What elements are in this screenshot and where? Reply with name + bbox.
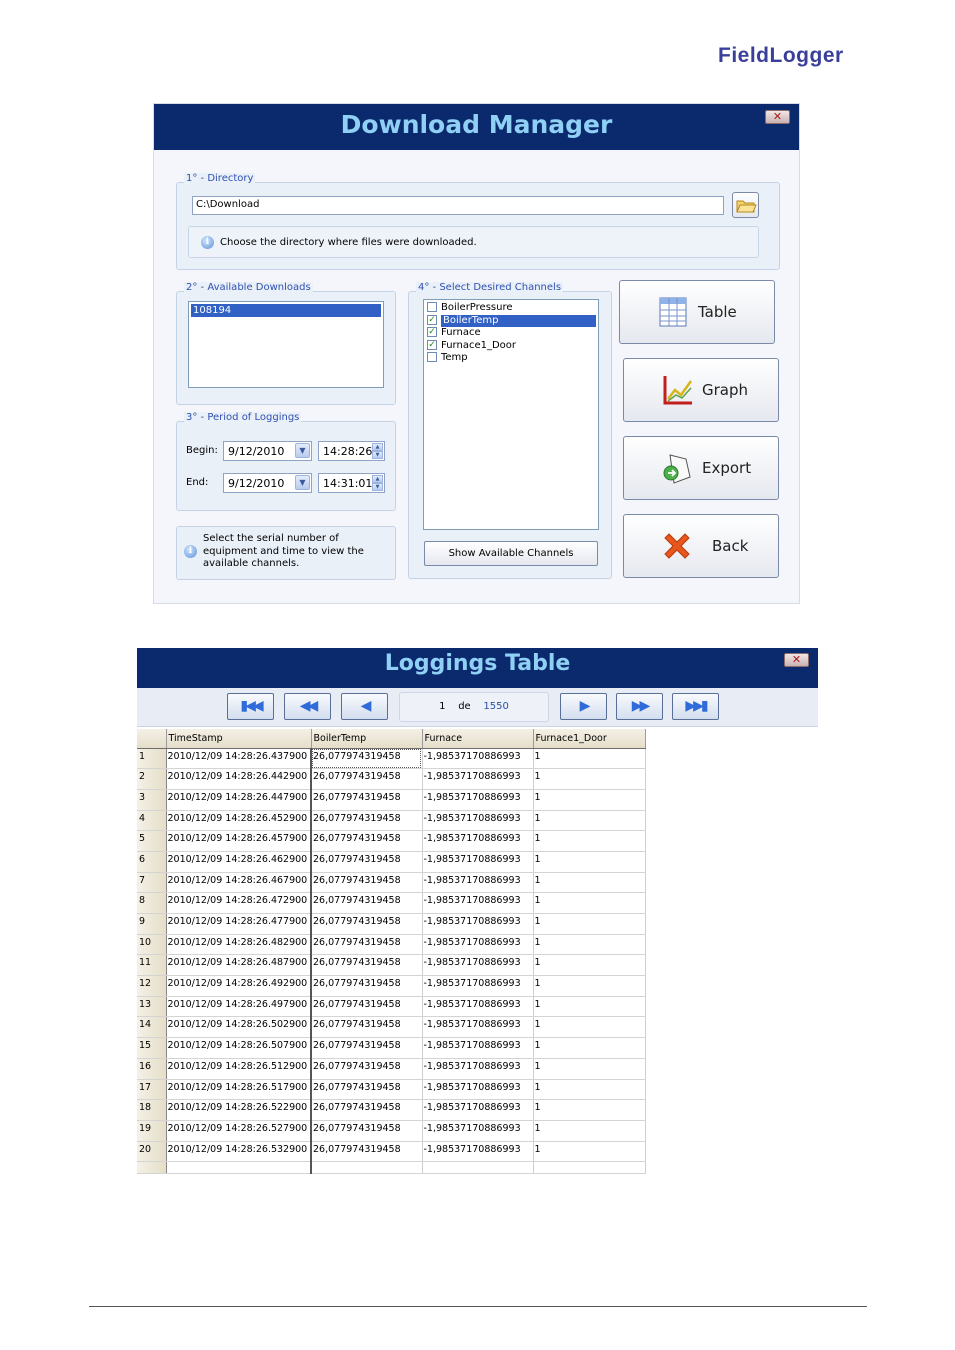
export-icon [660, 451, 694, 485]
channel-item[interactable]: ✓ Furnace [428, 327, 481, 338]
timestamp-cell[interactable] [166, 1162, 311, 1174]
furnace1-door-cell[interactable]: 1 [533, 769, 645, 790]
time-spinner-icon[interactable]: ▲ ▼ [372, 475, 383, 491]
end-time-picker[interactable] [318, 473, 385, 493]
timestamp-cell[interactable]: 2010/12/09 14:28:26.437900 [166, 748, 311, 769]
row-header[interactable]: 9 [137, 914, 166, 935]
row-header[interactable]: 16 [137, 1058, 166, 1079]
row-header[interactable]: 12 [137, 976, 166, 997]
table-row[interactable] [137, 1058, 645, 1079]
back-button-label: Back [712, 537, 749, 555]
furnace1-door-cell[interactable]: 1 [533, 789, 645, 810]
table-row[interactable] [137, 976, 645, 997]
begin-date-value: 9/12/2010 [228, 445, 285, 458]
furnace-cell[interactable]: -1,98537170886993 [422, 1038, 533, 1059]
boilertemp-cell[interactable]: 26,077974319458 [311, 831, 422, 852]
boilertemp-cell[interactable] [311, 1162, 422, 1174]
table-row[interactable] [137, 851, 645, 872]
folder-icon [733, 193, 758, 217]
furnace1-door-cell[interactable]: 1 [533, 914, 645, 935]
directory-info-text: Choose the directory where files were downloaded. [220, 237, 477, 248]
row-header[interactable]: 11 [137, 955, 166, 976]
table-row[interactable] [137, 810, 645, 831]
export-button[interactable] [623, 436, 779, 500]
checkbox[interactable] [427, 302, 437, 312]
window-title: Download Manager [340, 110, 613, 139]
close-x-icon [660, 529, 694, 563]
corner-header [137, 729, 166, 748]
row-header[interactable]: 2 [137, 769, 166, 790]
timestamp-cell[interactable]: 2010/12/09 14:28:26.527900 [166, 1120, 311, 1141]
row-header[interactable]: 1 [137, 748, 166, 769]
chevron-down-icon[interactable]: ▼ [295, 475, 310, 490]
table-row[interactable] [137, 1017, 645, 1038]
info-icon: i [184, 545, 197, 558]
furnace-cell[interactable]: -1,98537170886993 [422, 1058, 533, 1079]
column-header[interactable]: Furnace [422, 729, 533, 748]
first-page-icon[interactable]: ▮◀◀ [227, 693, 274, 720]
furnace1-door-cell[interactable]: 1 [533, 748, 645, 769]
furnace-cell[interactable]: -1,98537170886993 [422, 1079, 533, 1100]
boilertemp-cell[interactable]: 26,077974319458 [311, 769, 422, 790]
timestamp-cell[interactable]: 2010/12/09 14:28:26.502900 [166, 1017, 311, 1038]
download-manager-window [153, 103, 800, 604]
boilertemp-cell[interactable]: 26,077974319458 [311, 934, 422, 955]
directory-info-bar [188, 226, 759, 258]
timestamp-cell[interactable]: 2010/12/09 14:28:26.512900 [166, 1058, 311, 1079]
back-button[interactable] [623, 514, 779, 578]
row-header[interactable]: 7 [137, 872, 166, 893]
table-row[interactable] [137, 1120, 645, 1141]
table-row[interactable] [137, 914, 645, 935]
available-downloads-label: 2° - Available Downloads [186, 282, 311, 293]
furnace1-door-cell[interactable]: 1 [533, 1038, 645, 1059]
graph-button[interactable] [623, 358, 779, 422]
checkbox-checked[interactable]: ✓ [428, 314, 436, 325]
column-header[interactable]: TimeStamp [166, 729, 311, 748]
channels-label: 4° - Select Desired Channels [418, 282, 562, 293]
period-label: 3° - Period of Loggings [186, 412, 300, 423]
row-header[interactable]: 14 [137, 1017, 166, 1038]
boilertemp-cell[interactable]: 26,077974319458 [311, 810, 422, 831]
furnace1-door-cell[interactable]: 1 [533, 831, 645, 852]
time-spinner-icon[interactable]: ▲ ▼ [372, 443, 383, 459]
furnace-cell[interactable]: -1,98537170886993 [422, 748, 533, 769]
furnace1-door-cell[interactable]: 1 [533, 1100, 645, 1121]
table-row[interactable] [137, 1079, 645, 1100]
row-header[interactable]: 15 [137, 1038, 166, 1059]
channel-item[interactable]: Temp [424, 352, 598, 365]
chevron-down-icon[interactable]: ▼ [295, 443, 310, 458]
directory-group-label: 1° - Directory [186, 173, 254, 184]
furnace-cell[interactable]: -1,98537170886993 [422, 1100, 533, 1121]
furnace1-door-cell[interactable]: 1 [533, 810, 645, 831]
boilertemp-cell[interactable]: 26,077974319458 [311, 1100, 422, 1121]
table-row[interactable] [137, 1141, 645, 1162]
column-header[interactable]: Furnace1_Door [533, 729, 645, 748]
table-row[interactable] [137, 831, 645, 852]
timestamp-cell[interactable]: 2010/12/09 14:28:26.447900 [166, 789, 311, 810]
begin-time-value: 14:28:26 [323, 445, 373, 458]
checkbox-checked[interactable]: ✓ [428, 339, 436, 350]
row-header[interactable]: 8 [137, 893, 166, 914]
timestamp-cell[interactable]: 2010/12/09 14:28:26.467900 [166, 872, 311, 893]
boilertemp-cell[interactable]: 26,077974319458 [311, 748, 422, 769]
furnace1-door-cell[interactable]: 1 [533, 934, 645, 955]
page-divider [89, 1306, 867, 1307]
download-item[interactable]: 108194 [191, 304, 381, 317]
boilertemp-cell[interactable]: 26,077974319458 [311, 789, 422, 810]
end-label: End: [186, 477, 209, 488]
furnace1-door-cell[interactable]: 1 [533, 872, 645, 893]
row-header[interactable]: 3 [137, 789, 166, 810]
boilertemp-cell[interactable]: 26,077974319458 [311, 1079, 422, 1100]
table-row[interactable] [137, 789, 645, 810]
last-page-icon[interactable]: ▶▶▮ [672, 693, 719, 720]
begin-time-picker[interactable] [318, 441, 385, 461]
channel-item[interactable]: BoilerPressure [424, 302, 598, 315]
column-header[interactable]: BoilerTemp [311, 729, 422, 748]
furnace1-door-cell[interactable]: 1 [533, 893, 645, 914]
channel-item[interactable]: ✓ BoilerTemp [424, 315, 598, 328]
fast-forward-icon[interactable]: ▶▶ [616, 693, 663, 720]
channel-item[interactable]: ✓ Furnace1_Door [428, 339, 517, 351]
furnace-cell[interactable]: -1,98537170886993 [422, 872, 533, 893]
table-row[interactable] [137, 1100, 645, 1121]
timestamp-cell[interactable]: 2010/12/09 14:28:26.497900 [166, 996, 311, 1017]
table-row[interactable] [137, 1162, 645, 1174]
table-button[interactable] [619, 280, 775, 344]
end-time-value: 14:31:01 [323, 477, 373, 490]
furnace-cell[interactable]: -1,98537170886993 [422, 789, 533, 810]
furnace-cell[interactable]: -1,98537170886993 [422, 810, 533, 831]
furnace1-door-cell[interactable]: 1 [533, 1058, 645, 1079]
boilertemp-cell[interactable]: 26,077974319458 [311, 1038, 422, 1059]
timestamp-cell[interactable]: 2010/12/09 14:28:26.492900 [166, 976, 311, 997]
end-date-picker[interactable] [223, 473, 312, 493]
boilertemp-cell[interactable]: 26,077974319458 [311, 976, 422, 997]
next-page-icon[interactable]: ▶ [560, 693, 607, 720]
furnace-cell[interactable]: -1,98537170886993 [422, 1017, 533, 1038]
timestamp-cell[interactable]: 2010/12/09 14:28:26.442900 [166, 769, 311, 790]
table-row[interactable] [137, 769, 645, 790]
furnace1-door-cell[interactable]: 1 [533, 1141, 645, 1162]
furnace-cell[interactable]: -1,98537170886993 [422, 914, 533, 935]
timestamp-cell[interactable]: 2010/12/09 14:28:26.477900 [166, 914, 311, 935]
timestamp-cell[interactable]: 2010/12/09 14:28:26.462900 [166, 851, 311, 872]
close-button[interactable]: ✕ [765, 110, 790, 124]
furnace-cell[interactable]: -1,98537170886993 [422, 1120, 533, 1141]
timestamp-cell[interactable]: 2010/12/09 14:28:26.532900 [166, 1141, 311, 1162]
furnace1-door-cell[interactable]: 1 [533, 851, 645, 872]
boilertemp-cell[interactable]: 26,077974319458 [311, 872, 422, 893]
boilertemp-cell[interactable]: 26,077974319458 [311, 1058, 422, 1079]
begin-date-picker[interactable] [223, 441, 312, 461]
timestamp-cell[interactable]: 2010/12/09 14:28:26.522900 [166, 1100, 311, 1121]
graph-icon [660, 373, 694, 407]
downloads-listbox[interactable] [188, 301, 384, 388]
download-manager-titlebar [154, 104, 799, 150]
page-total: 1550 [483, 701, 509, 712]
browse-folder-button[interactable] [732, 192, 759, 218]
end-date-value: 9/12/2010 [228, 477, 285, 490]
checkbox[interactable] [427, 352, 437, 362]
hint-box [176, 526, 396, 580]
row-header[interactable]: 18 [137, 1100, 166, 1121]
row-header[interactable] [137, 1162, 166, 1174]
table-row[interactable] [137, 1038, 645, 1059]
directory-input[interactable]: C:\Download [192, 196, 724, 215]
timestamp-cell[interactable]: 2010/12/09 14:28:26.487900 [166, 955, 311, 976]
fieldlogger-logo: FieldLogger [718, 44, 844, 67]
furnace-cell[interactable]: -1,98537170886993 [422, 769, 533, 790]
furnace-cell[interactable]: -1,98537170886993 [422, 851, 533, 872]
pagination-bar [137, 688, 818, 727]
table-button-label: Table [698, 303, 737, 321]
furnace1-door-cell[interactable] [533, 1162, 645, 1174]
furnace1-door-cell[interactable]: 1 [533, 996, 645, 1017]
loggings-grid [137, 729, 646, 1174]
loggings-table-window [137, 648, 818, 1177]
page-current: 1 [439, 701, 446, 712]
boilertemp-cell[interactable]: 26,077974319458 [311, 1017, 422, 1038]
table-icon [656, 295, 690, 329]
furnace-cell[interactable]: -1,98537170886993 [422, 976, 533, 997]
table-row[interactable] [137, 893, 645, 914]
begin-label: Begin: [186, 445, 218, 456]
loggings-table-titlebar [137, 648, 818, 688]
furnace-cell[interactable] [422, 1162, 533, 1174]
page-of: de [458, 701, 471, 712]
furnace-cell[interactable]: -1,98537170886993 [422, 1141, 533, 1162]
boilertemp-cell[interactable]: 26,077974319458 [311, 851, 422, 872]
furnace-cell[interactable]: -1,98537170886993 [422, 955, 533, 976]
furnace-cell[interactable]: -1,98537170886993 [422, 934, 533, 955]
row-header[interactable]: 10 [137, 934, 166, 955]
channels-listbox[interactable] [423, 299, 599, 530]
page-indicator [399, 692, 549, 722]
boilertemp-cell[interactable]: 26,077974319458 [311, 996, 422, 1017]
hint-text: Select the serial number of equipment and time to view the available channels. [203, 533, 364, 569]
furnace1-door-cell[interactable]: 1 [533, 1017, 645, 1038]
row-header[interactable]: 20 [137, 1141, 166, 1162]
export-button-label: Export [702, 459, 752, 477]
boilertemp-cell[interactable]: 26,077974319458 [311, 1120, 422, 1141]
table-row[interactable] [137, 934, 645, 955]
table-row[interactable] [137, 872, 645, 893]
row-header[interactable]: 5 [137, 831, 166, 852]
furnace-cell[interactable]: -1,98537170886993 [422, 893, 533, 914]
row-header[interactable]: 6 [137, 851, 166, 872]
furnace1-door-cell[interactable]: 1 [533, 1079, 645, 1100]
table-row[interactable] [137, 996, 645, 1017]
furnace1-door-cell[interactable]: 1 [533, 976, 645, 997]
furnace1-door-cell[interactable]: 1 [533, 955, 645, 976]
timestamp-cell[interactable]: 2010/12/09 14:28:26.452900 [166, 810, 311, 831]
row-header[interactable]: 13 [137, 996, 166, 1017]
table-row[interactable] [137, 748, 645, 769]
row-header[interactable]: 17 [137, 1079, 166, 1100]
timestamp-cell[interactable]: 2010/12/09 14:28:26.472900 [166, 893, 311, 914]
row-header[interactable]: 4 [137, 810, 166, 831]
furnace-cell[interactable]: -1,98537170886993 [422, 996, 533, 1017]
furnace1-door-cell[interactable]: 1 [533, 1120, 645, 1141]
period-group [176, 421, 396, 511]
row-header[interactable]: 19 [137, 1120, 166, 1141]
timestamp-cell[interactable]: 2010/12/09 14:28:26.457900 [166, 831, 311, 852]
close-button[interactable]: ✕ [784, 653, 809, 667]
previous-page-icon[interactable]: ◀ [341, 693, 388, 720]
show-available-channels-button[interactable]: Show Available Channels [424, 541, 598, 566]
window-title: Loggings Table [384, 651, 571, 676]
fast-back-icon[interactable]: ◀◀ [284, 693, 331, 720]
info-icon: i [201, 236, 214, 249]
boilertemp-cell[interactable]: 26,077974319458 [311, 914, 422, 935]
graph-button-label: Graph [702, 381, 749, 399]
table-row[interactable] [137, 955, 645, 976]
checkbox-checked[interactable]: ✓ [428, 327, 436, 337]
boilertemp-cell[interactable]: 26,077974319458 [311, 893, 422, 914]
boilertemp-cell[interactable]: 26,077974319458 [311, 1141, 422, 1162]
timestamp-cell[interactable]: 2010/12/09 14:28:26.482900 [166, 934, 311, 955]
timestamp-cell[interactable]: 2010/12/09 14:28:26.517900 [166, 1079, 311, 1100]
timestamp-cell[interactable]: 2010/12/09 14:28:26.507900 [166, 1038, 311, 1059]
boilertemp-cell[interactable]: 26,077974319458 [311, 955, 422, 976]
furnace-cell[interactable]: -1,98537170886993 [422, 831, 533, 852]
